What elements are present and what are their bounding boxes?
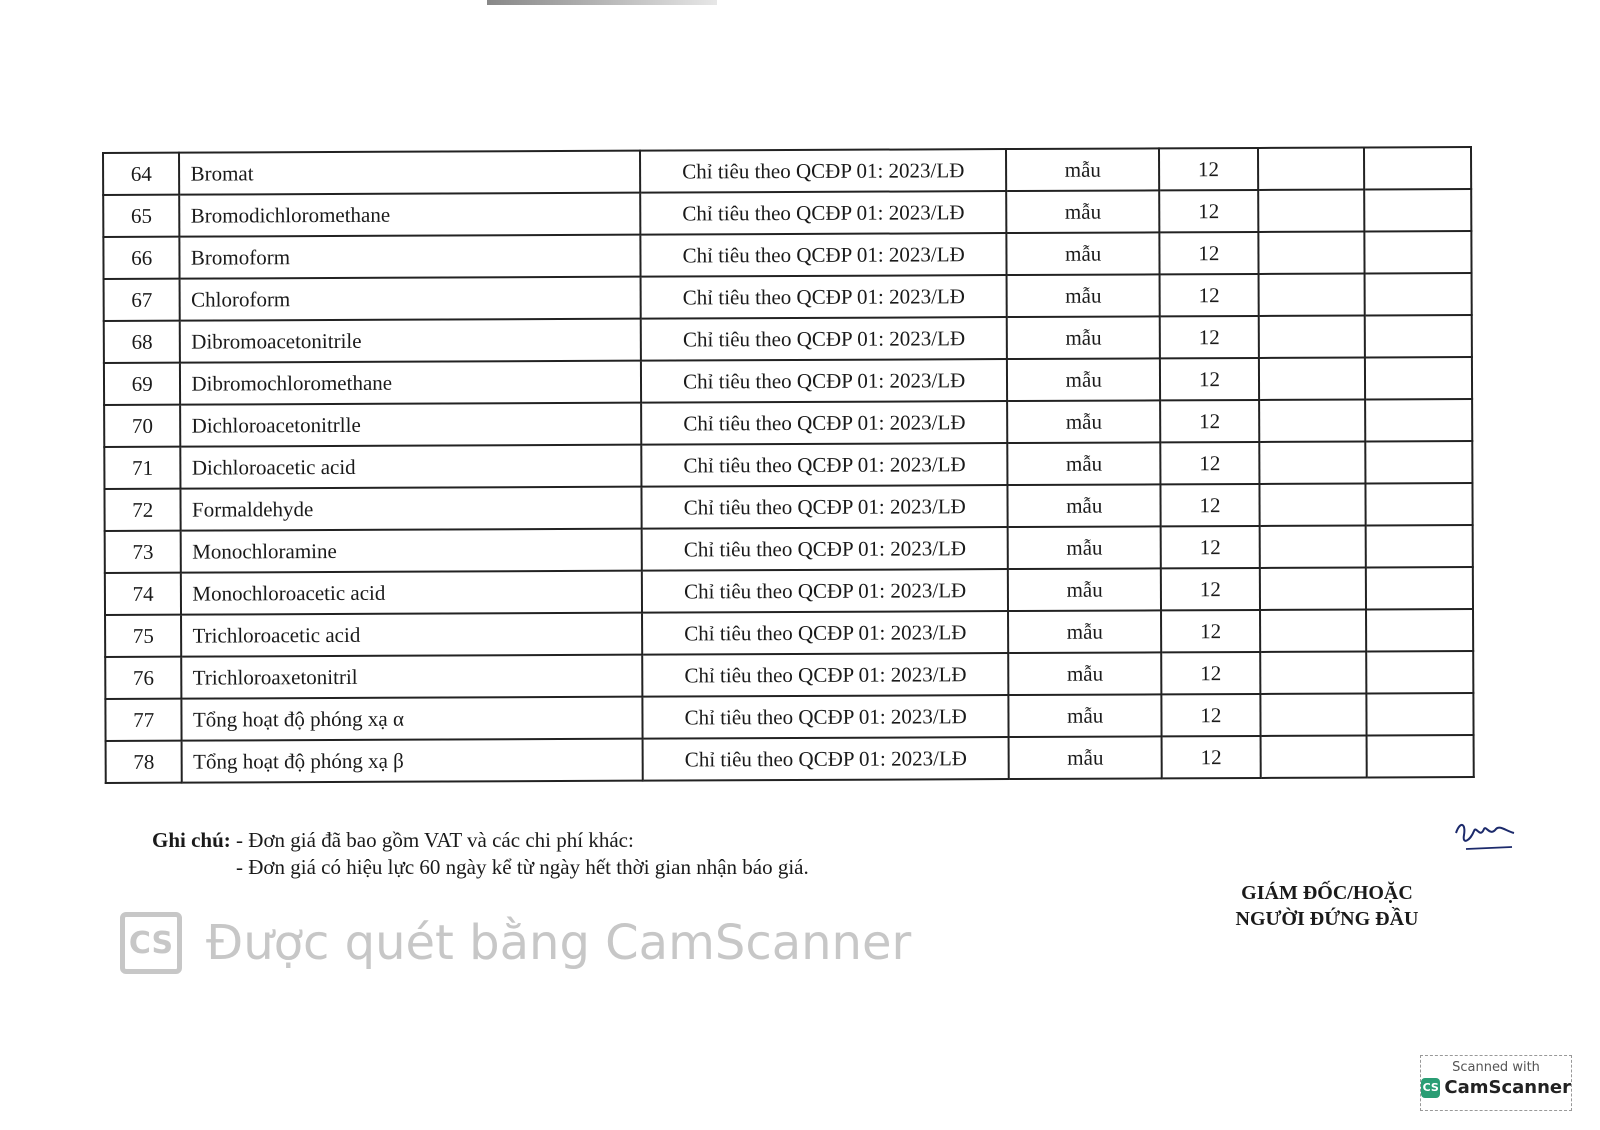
cell-row-number: 75 (105, 615, 182, 657)
cell-unit: mẫu (1008, 442, 1161, 485)
cell-total-price (1365, 357, 1472, 399)
cell-unit-price (1259, 357, 1366, 399)
cell-standard-ref: Chỉ tiêu theo QCĐP 01: 2023/LĐ (642, 569, 1008, 613)
cell-standard-ref: Chỉ tiêu theo QCĐP 01: 2023/LĐ (640, 149, 1006, 193)
cell-total-price (1366, 525, 1473, 567)
cell-unit-price (1259, 441, 1366, 483)
cell-total-price (1366, 609, 1473, 651)
cell-quantity: 12 (1159, 190, 1258, 232)
cell-unit: mẫu (1006, 148, 1159, 191)
table-row (104, 399, 1472, 447)
cell-total-price (1366, 441, 1473, 483)
cell-standard-ref: Chỉ tiêu theo QCĐP 01: 2023/LĐ (641, 317, 1007, 361)
cell-item-name: Dibromochloromethane (180, 361, 641, 405)
notes-line-2: - Đơn giá có hiệu lực 60 ngày kể từ ngày hết thời gian nhận báo giá. (236, 855, 809, 879)
cell-item-name: Bromoform (180, 235, 641, 279)
cell-unit: mẫu (1007, 316, 1160, 359)
cell-row-number: 73 (105, 531, 182, 573)
cell-row-number: 65 (103, 195, 180, 237)
cell-unit: mẫu (1008, 526, 1161, 569)
cell-item-name: Monochloramine (181, 529, 642, 573)
cell-row-number: 78 (106, 741, 183, 783)
cell-item-name: Trichloroacetic acid (181, 613, 642, 657)
cell-unit-price (1258, 273, 1365, 315)
cell-quantity: 12 (1161, 484, 1260, 526)
cell-unit: mẫu (1007, 232, 1160, 275)
cell-quantity: 12 (1161, 568, 1260, 610)
cell-unit: mẫu (1007, 274, 1160, 317)
cell-quantity: 12 (1160, 400, 1259, 442)
cell-row-number: 74 (105, 573, 182, 615)
table-row (106, 735, 1474, 783)
cell-unit-price (1258, 315, 1365, 357)
cell-unit-price (1260, 735, 1367, 777)
cell-row-number: 77 (105, 699, 182, 741)
cell-unit-price (1260, 609, 1367, 651)
cell-quantity: 12 (1161, 610, 1260, 652)
cell-total-price (1365, 273, 1472, 315)
cell-item-name: Bromat (179, 151, 640, 195)
table-row (105, 567, 1473, 615)
cell-total-price (1367, 735, 1474, 777)
cell-standard-ref: Chỉ tiêu theo QCĐP 01: 2023/LĐ (640, 191, 1006, 235)
cell-unit-price (1260, 567, 1367, 609)
cell-quantity: 12 (1160, 316, 1259, 358)
scanned-with-badge (1420, 1055, 1572, 1111)
cell-unit: mẫu (1008, 484, 1161, 527)
cell-quantity: 12 (1161, 652, 1260, 694)
cell-quantity: 12 (1160, 232, 1259, 274)
cell-standard-ref: Chỉ tiêu theo QCĐP 01: 2023/LĐ (640, 233, 1006, 277)
badge-brand (1421, 1077, 1571, 1098)
analysis-items-table (102, 146, 1475, 784)
cell-item-name: Formaldehyde (181, 487, 642, 531)
table-row (105, 693, 1473, 741)
cell-standard-ref: Chỉ tiêu theo QCĐP 01: 2023/LĐ (641, 359, 1007, 403)
cell-standard-ref: Chỉ tiêu theo QCĐP 01: 2023/LĐ (641, 443, 1007, 487)
cell-unit-price (1259, 483, 1366, 525)
table-row (104, 357, 1472, 405)
table-row (103, 147, 1471, 195)
camscanner-logo-icon: CS (120, 912, 182, 974)
cell-total-price (1367, 693, 1474, 735)
cell-row-number: 69 (104, 363, 181, 405)
cell-total-price (1367, 651, 1474, 693)
camscanner-watermark (120, 912, 911, 974)
table-body (103, 147, 1474, 783)
notes-label: Ghi chú: (152, 828, 231, 852)
signer-title-line-2: NGƯỜI ĐỨNG ĐẦU (1235, 908, 1419, 930)
cell-standard-ref: Chỉ tiêu theo QCĐP 01: 2023/LĐ (643, 737, 1009, 781)
cell-unit-price (1259, 525, 1366, 567)
notes-block (152, 827, 809, 881)
cell-item-name: Trichloroaxetonitril (182, 655, 643, 699)
cell-standard-ref: Chỉ tiêu theo QCĐP 01: 2023/LĐ (641, 275, 1007, 319)
cell-item-name: Dibromoacetonitrile (180, 319, 641, 363)
signer-title (1212, 880, 1442, 932)
cell-standard-ref: Chỉ tiêu theo QCĐP 01: 2023/LĐ (642, 653, 1008, 697)
cell-unit: mẫu (1009, 694, 1162, 737)
cell-unit: mẫu (1007, 400, 1160, 443)
cell-quantity: 12 (1160, 442, 1259, 484)
badge-brand-text: CamScanner (1444, 1077, 1571, 1098)
cell-item-name: Tổng hoạt độ phóng xạ β (182, 739, 643, 783)
table-row (105, 609, 1473, 657)
cell-unit-price (1258, 189, 1365, 231)
cell-total-price (1365, 231, 1472, 273)
cell-row-number: 67 (104, 279, 181, 321)
cell-unit: mẫu (1008, 652, 1161, 695)
notes-text-1: - Đơn giá đã bao gồm VAT và các chi phí khác: (230, 828, 634, 852)
cell-quantity: 12 (1159, 148, 1258, 190)
table-row (103, 189, 1471, 237)
cell-row-number: 72 (104, 489, 181, 531)
cell-quantity: 12 (1161, 526, 1260, 568)
cell-total-price (1365, 315, 1472, 357)
cell-standard-ref: Chỉ tiêu theo QCĐP 01: 2023/LĐ (642, 527, 1008, 571)
table-row (105, 525, 1473, 573)
notes-line-1 (152, 827, 809, 854)
cell-quantity: 12 (1160, 274, 1259, 316)
table-row (104, 273, 1472, 321)
cell-standard-ref: Chỉ tiêu theo QCĐP 01: 2023/LĐ (641, 401, 1007, 445)
cell-unit-price (1260, 693, 1367, 735)
table-row (104, 315, 1472, 363)
cell-total-price (1366, 483, 1473, 525)
cell-unit-price (1258, 231, 1365, 273)
cell-item-name: Bromodichloromethane (180, 193, 641, 237)
cell-row-number: 66 (103, 237, 180, 279)
cell-unit: mẫu (1007, 358, 1160, 401)
cell-item-name: Dichloroacetonitrlle (181, 403, 642, 447)
cell-item-name: Tổng hoạt độ phóng xạ α (182, 697, 643, 741)
cell-unit-price (1259, 399, 1366, 441)
cell-unit: mẫu (1008, 568, 1161, 611)
badge-top-text: Scanned with (1452, 1060, 1540, 1075)
cell-item-name: Chloroform (180, 277, 641, 321)
table-row (105, 651, 1473, 699)
scan-edge-smudge (487, 0, 717, 5)
cell-unit: mẫu (1006, 190, 1159, 233)
table-row (104, 483, 1472, 531)
cell-unit: mẫu (1009, 736, 1162, 779)
table-row (103, 231, 1471, 279)
cell-total-price (1364, 147, 1471, 189)
cell-row-number: 64 (103, 153, 180, 195)
cell-standard-ref: Chỉ tiêu theo QCĐP 01: 2023/LĐ (643, 695, 1009, 739)
cell-standard-ref: Chỉ tiêu theo QCĐP 01: 2023/LĐ (642, 485, 1008, 529)
camscanner-mini-logo-icon: CS (1421, 1078, 1440, 1098)
cell-standard-ref: Chỉ tiêu theo QCĐP 01: 2023/LĐ (642, 611, 1008, 655)
watermark-text: Được quét bằng CamScanner (206, 915, 912, 971)
signature-icon (1452, 815, 1522, 855)
cell-quantity: 12 (1160, 358, 1259, 400)
cell-unit: mẫu (1008, 610, 1161, 653)
cell-total-price (1366, 567, 1473, 609)
cell-row-number: 70 (104, 405, 181, 447)
cell-unit-price (1260, 651, 1367, 693)
cell-item-name: Dichloroacetic acid (181, 445, 642, 489)
cell-row-number: 76 (105, 657, 182, 699)
cell-row-number: 71 (104, 447, 181, 489)
cell-total-price (1365, 189, 1472, 231)
cell-total-price (1365, 399, 1472, 441)
table-row (104, 441, 1472, 489)
cell-unit-price (1258, 147, 1365, 189)
cell-quantity: 12 (1162, 694, 1261, 736)
cell-row-number: 68 (104, 321, 181, 363)
signer-title-line-1: GIÁM ĐỐC/HOẶC (1241, 882, 1413, 904)
cell-quantity: 12 (1162, 736, 1261, 778)
cell-item-name: Monochloroacetic acid (181, 571, 642, 615)
